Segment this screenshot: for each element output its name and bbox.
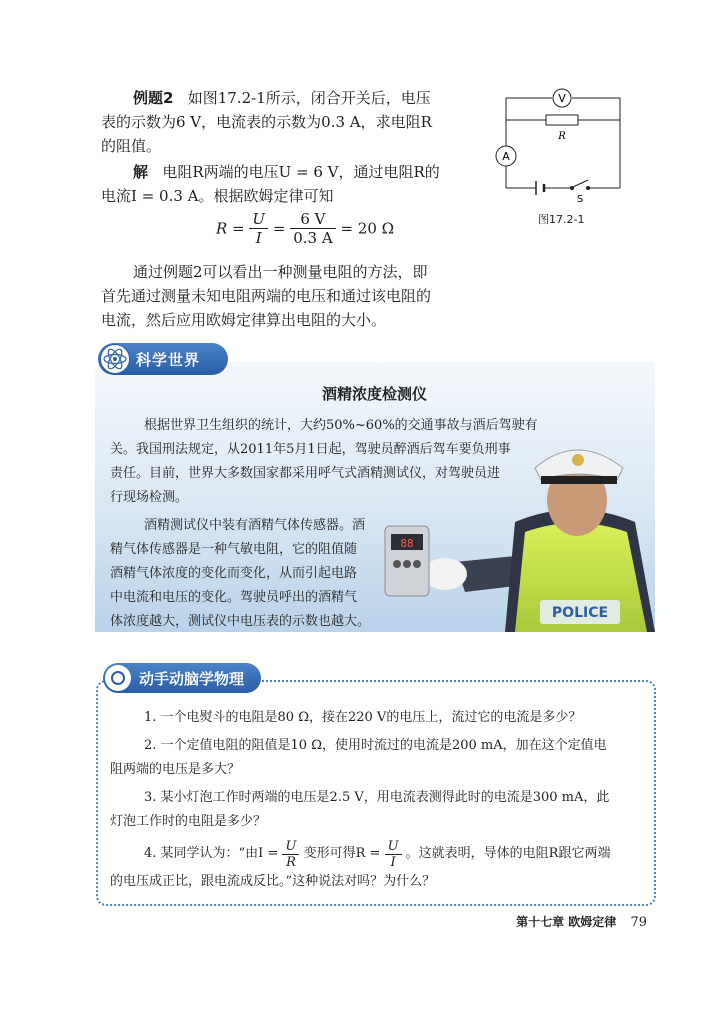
science-line-5: 酒精测试仪中装有酒精气体传感器。酒 [144,518,366,533]
page-number: 79 [630,915,647,930]
conclusion-line-1: 通过例题2可以看出一种测量电阻的方法，即 [133,263,428,281]
solution-text-1: 电阻R两端的电压U = 6 V，通过电阻R的 [162,163,440,181]
formula-result: = 20 Ω [340,219,395,238]
science-line-8: 中电流和电压的变化。驾驶员呼出的酒精气 [110,590,358,605]
page-footer [516,913,647,930]
q4-middle: 变形可得R = [303,846,381,861]
q4-frac1-numerator: U [282,839,299,855]
example-line-1 [133,88,431,108]
q4-fraction-u-over-i [385,839,402,870]
q4-frac2-denominator: I [390,854,396,870]
solution-line-1 [133,162,440,182]
ammeter-label: A [502,150,510,163]
example-label: 例题2 [133,89,174,107]
science-line-1: 根据世界卫生组织的统计，大约50%~60%的交通事故与酒后驾驶有 [144,418,538,433]
circuit-diagram [492,88,632,208]
formula-frac1-numerator: U [249,210,268,229]
chapter-title: 第十七章 欧姆定律 [516,915,617,929]
police-vest-text: POLICE [551,605,609,621]
science-line-6: 精气体传感器是一种气敏电阻，它的阻值随 [110,542,358,557]
science-line-7: 酒精气体浓度的变化而变化，从而引起电路 [110,566,358,581]
resistor-symbol [546,115,578,125]
police-photo [365,402,655,632]
formula-frac1-denominator: I [255,229,262,247]
atom-icon [100,344,130,374]
resistor-label: R [558,131,566,142]
switch-label: S [576,194,584,205]
question-4-line-2: 的电压成正比，跟电流成反比。”这种说法对吗？为什么？ [110,874,436,889]
science-line-3: 责任。目前，世界大多数国家都采用呼气式酒精测试仪，对驾驶员进 [110,466,501,481]
formula-frac2-numerator: 6 V [290,210,335,229]
target-icon [105,665,131,691]
switch-symbol [573,180,588,187]
question-2-line-1: 2. 一个定值电阻的阻值是10 Ω，使用时流过的电流是200 mA，加在这个定值电 [144,738,607,753]
exercise-badge [103,663,261,693]
science-world-badge [98,343,228,375]
voltmeter-label: V [558,92,566,105]
formula-fraction-u-over-i [249,210,268,247]
example-text-1: 如图17.2-1所示，闭合开关后，电压 [187,89,431,107]
q4-suffix: 。这就表明，导体的电阻R跟它两端 [405,846,611,861]
science-line-2: 关。我国刑法规定，从2011年5月1日起，驾驶员醉酒后驾车要负刑事 [110,442,511,457]
q4-fraction-u-over-r [282,839,299,870]
question-1: 1. 一个电熨斗的电阻是80 Ω，接在220 V的电压上，流过它的电流是多少？ [144,710,582,725]
formula-fraction-values [290,210,335,247]
science-line-9: 体浓度越大，测试仪中电压表的示数也越大。 [110,614,371,629]
solution-line-2: 电流I = 0.3 A。根据欧姆定律可知 [101,187,334,205]
solution-label: 解 [133,163,149,181]
conclusion-line-3: 电流，然后应用欧姆定律算出电阻的大小。 [101,311,387,329]
conclusion-line-2: 首先通过测量未知电阻两端的电压和通过该电阻的 [101,287,432,305]
example-line-3: 的阻值。 [101,137,162,155]
formula-lhs: R = [216,219,245,238]
exercise-label: 动手动脑学物理 [139,670,245,688]
formula-equals: = [272,219,286,238]
science-world-title: 酒精浓度检测仪 [322,385,428,403]
science-world-label: 科学世界 [136,351,201,369]
question-2-line-2: 阻两端的电压是多大？ [110,762,241,777]
figure-caption: 图17.2-1 [538,213,585,226]
science-line-4: 行现场检测。 [110,490,189,505]
q4-prefix: 4. 某同学认为：“由I = [144,846,279,861]
q4-frac2-numerator: U [385,839,402,855]
question-3-line-2: 灯泡工作时的电阻是多少？ [110,814,267,829]
example-line-2: 表的示数为6 V，电流表的示数为0.3 A，求电阻R [101,113,432,131]
ohm-formula [216,210,394,247]
q4-frac1-denominator: R [286,854,296,870]
question-4-line-1 [144,836,610,873]
device-display: 88 [400,537,414,550]
formula-frac2-denominator: 0.3 A [293,229,333,247]
question-3-line-1: 3. 某小灯泡工作时两端的电压是2.5 V，用电流表测得此时的电流是300 mA，此 [144,790,610,805]
